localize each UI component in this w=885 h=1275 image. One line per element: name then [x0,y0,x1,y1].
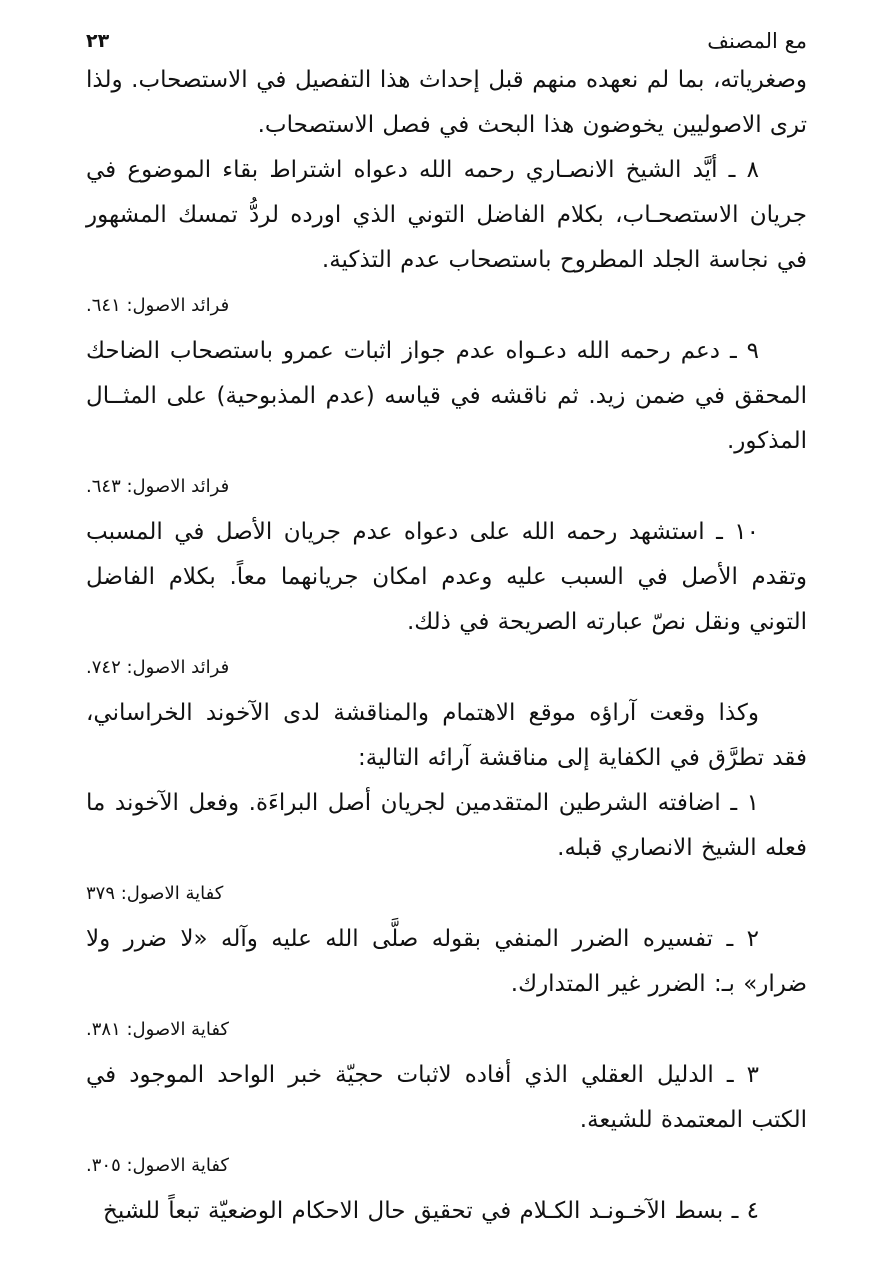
paragraph-continuation: وصغرياته، بما لم نعهده منهم قبل إحداث هذا التفصيل في الاستصحاب. ولذا ترى الاصوليين يخوضون هذا البحث في فصل الاستصحاب. [86,67,807,138]
text-block [0,56,885,1234]
citation-kifaya-379: كفاية الاصول: ٣٧٩ [86,883,224,904]
page-number: ٢٣ [86,30,110,52]
citation-faraid-643: فرائد الاصول: ٦٤٣. [86,476,230,497]
paragraph-akhund-intro: وكذا وقعت آراؤه موقع الاهتمام والمناقشة لدى الآخوند الخراساني، فقد تطرَّق في الكفاية إلى مناقشة آرائه التالية: [86,700,807,771]
item-3: ٣ ـ الدليل العقلي الذي أفاده لاثبات حجيّة خبر الواحد الموجود في الكتب المعتمدة للشيعة. [86,1062,807,1133]
running-head [0,0,885,56]
item-10: ١٠ ـ استشهد رحمه الله على دعواه عدم جريان الأصل في المسبب وتقدم الأصل في السبب عليه وعدم امكان جريانهما معاً. بكلام الفاضل التوني ونقل نصّ عبارته الصريحة في ذلك. [86,519,807,635]
citation-faraid-742: فرائد الاصول: ٧٤٢. [86,657,230,678]
item-1: ١ ـ اضافته الشرطين المتقدمين لجريان أصل البراءَة. وفعل الآخوند ما فعله الشيخ الانصاري قبله. [86,790,807,861]
item-9: ٩ ـ دعم رحمه الله دعـواه عدم جواز اثبات عمرو باستصحاب الضاحك المحقق في ضمن زيد. ثم ناقشه في قياسه (عدم المذبوحية) على المثــال المذكور. [86,338,807,454]
citation-kifaya-381: كفاية الاصول: ٣٨١. [86,1019,230,1040]
citation-faraid-641: فرائد الاصول: ٦٤١. [86,295,230,316]
item-2: ٢ ـ تفسيره الضرر المنفي بقوله صلَّى الله عليه وآله «لا ضرر ولا ضرار» بـ: الضرر غير المتدارك. [86,926,807,997]
item-4-partial: ٤ ـ بسط الآخـونـد الكـلام في تحقيق حال الاحكام الوضعيّة تبعاً للشيخ [103,1198,759,1224]
citation-kifaya-305: كفاية الاصول: ٣٠٥. [86,1155,230,1176]
item-8: ٨ ـ أيَّد الشيخ الانصـاري رحمه الله دعواه اشتراط بقاء الموضوع في جريان الاستصحـاب، بكلام الفاضل التوني الذي اورده لردُّ تمسك المشهور في نجاسة الجلد المطروح باستصحاب عدم التذكية. [86,157,807,273]
running-head-title: مع المصنف [707,29,807,53]
